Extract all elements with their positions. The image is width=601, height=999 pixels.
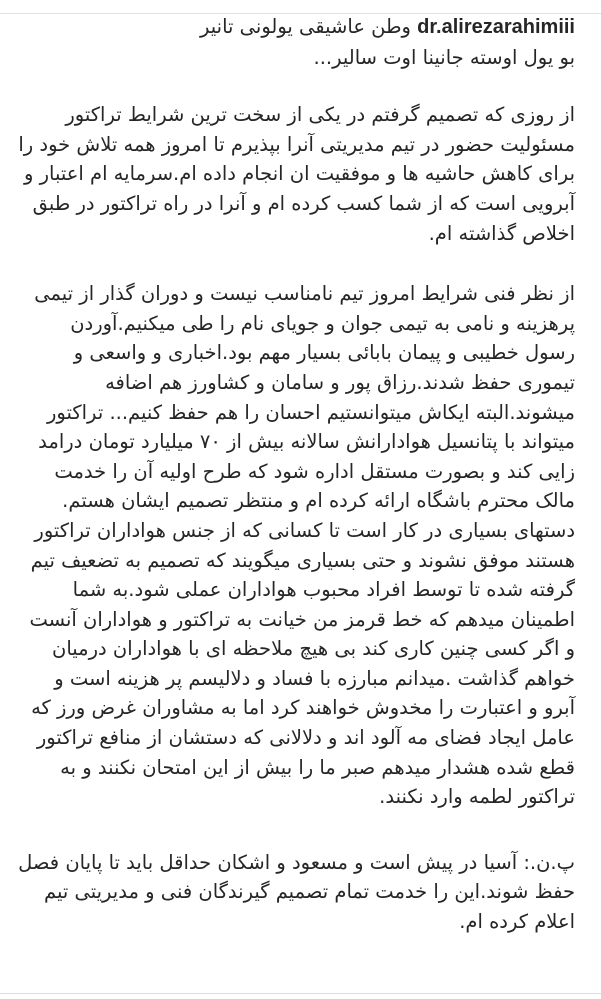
caption-paragraph-4: پ.ن.: آسیا در پیش است و مسعود و اشکان حداقل باید تا پایان فصل حفظ شوند.این را خدمت تمام تصمیم گیرندگان فنی و مدیریتی تیم اعلام کرده ام. — [18, 850, 575, 934]
caption-header-line2: بو یول اوسته جانینا اوت سالیر... — [313, 45, 575, 69]
caption-paragraph-1: از روزی که تصمیم گرفتم در یکی از سخت ترین شرایط تراکتور مسئولیت حضور در تیم مدیریتی آنرا بپذیرم تا امروز همه تلاش خود را برای کاهش حاشیه ها و موفقیت ان انجام داده ام.سرمایه ام اعتبار و آبرویی است که از شما کسب کرده ام و آنرا در راه تراکتور در طبق اخلاص گذاشته ام. — [18, 103, 575, 245]
username-link[interactable]: dr.alirezarahimiii — [417, 16, 575, 38]
caption-paragraph-3: دستهای بسیاری در کار است تا کسانی که از جنس هواداران تراکتور هستند موفق نشوند و حتی بسیاری میگویند که تصمیم به تضعیف تیم گرفته شده تا توسط افراد محبوب هواداران عملی شود.به شما اطمینان میدهم که خط قرمز من خیانت به تراکتور و هواداران آنست و اگر کسی چنین کاری کند بی هیچ ملاحظه ای با هواداران درمیان خواهم گذاشت .میدانم مبارزه با فساد و دلالیسم پر هزینه است و آبرو و اعتبارت را مخدوش خواهند کرد اما به مشاوران غرض ورز که عامل ایجاد فضای مه آلود اند و دلالانی که دستشان از منافع تراکتور قطع شده هشدار میدهم صبر ما را بیش از این امتحان نکنند و به تراکتور لطمه وارد نکنند. — [29, 518, 575, 809]
caption-paragraph-2: از نظر فنی شرایط امروز تیم نامناسب نیست و دوران گذار از تیمی پرهزینه و نامی به تیمی جوان و جویای نام را طی میکنیم.آوردن رسول خطیبی و پیمان بابائی بسیار مهم بود.اخباری و واسعی و تیموری حفظ شدند.رزاق پور و سامان و کشاورز هم اضافه میشوند.البته ایکاش میتوانستیم احسان را هم حفظ کنیم... تراکتور میتواند با پتانسیل هوادارانش سالانه بیش از ۷۰ میلیارد تومان درامد زایی کند و بصورت مستقل اداره شود که طرح اولیه آن را خدمت مالک محترم باشگاه ارائه کرده ام و منتظر تصمیم ایشان هستم. — [34, 282, 575, 513]
bottom-divider — [0, 993, 601, 994]
post-caption — [18, 12, 575, 937]
caption-header-text: وطن عاشیقی یولونی تانیر — [200, 15, 411, 38]
caption-header — [18, 12, 575, 43]
